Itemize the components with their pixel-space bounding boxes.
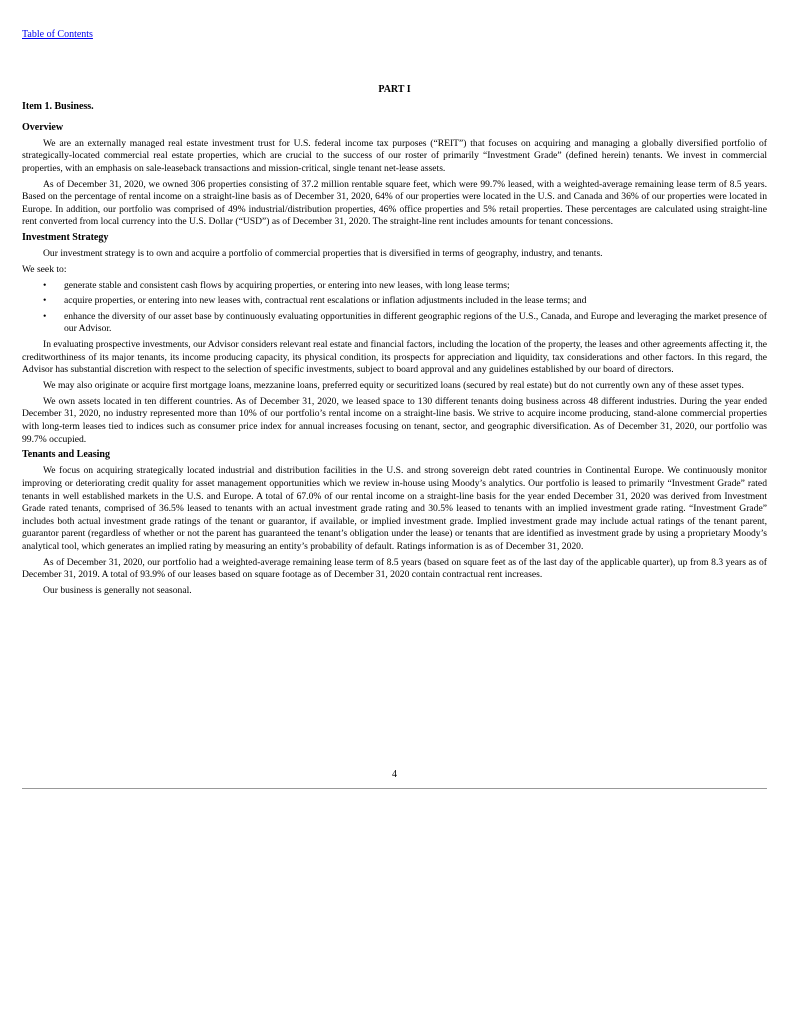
table-of-contents-link[interactable]: Table of Contents: [22, 29, 93, 40]
bullet-icon: •: [43, 310, 47, 322]
tenants-paragraph-3: Our business is generally not seasonal.: [43, 585, 192, 597]
part-title: PART I: [378, 84, 411, 95]
tenants-paragraph-2: As of December 31, 2020, our portfolio had a weighted-average remaining lease term of 8.5 years (based on square feet as of the last day of the applicable quarter), up from 8.3 years as of December 31, 2019. A total of 93.9% of our leases based on square footage as of December 31, 2020 contain contractual rent increases.: [22, 556, 767, 581]
list-item: [22, 311, 767, 336]
strategy-paragraph-4: We may also originate or acquire first mortgage loans, mezzanine loans, preferred equity or securitized loans (secured by real estate) but do not currently own any of these asset types.: [43, 380, 744, 391]
overview-paragraph-2: As of December 31, 2020, we owned 306 properties consisting of 37.2 million rentable square feet, which were 99.7% leased, with a weighted-average remaining lease term of 8.5 years. Based on the percentage of rental income on a straight-line basis as of December 31, 2020, 64% of our properties were located in the U.S. and Canada and 36% of our properties were located in Europe. In addition, our portfolio was comprised of 49% industrial/distribution properties, 46% office properties and 5% retail properties. These percentages are calculated using straight-line rent converted from local currency into the U.S. Dollar (“USD”) as of December 31, 2020. The straight-line rent includes amounts for tenant concessions.: [22, 178, 767, 228]
investment-strategy-heading: Investment Strategy: [22, 232, 109, 244]
tenants-leasing-heading: Tenants and Leasing: [22, 449, 110, 461]
list-item: [22, 280, 767, 293]
list-item-text: enhance the diversity of our asset base by continuously evaluating opportunities in different geographic regions of the U.S., Canada, and Europe and leveraging the market presence of our Advisor.: [64, 310, 767, 335]
document-body: [22, 101, 767, 601]
bullet-icon: •: [43, 279, 47, 291]
page-number: 4: [392, 769, 397, 780]
tenants-paragraph-1: We focus on acquiring strategically located industrial and distribution facilities in the U.S. and strong sovereign debt rated countries in Continental Europe. We continuously monitor improving or deteriorating credit quality for asset management opportunities which we review in-house using Moody’s analytics. Our portfolio is leased to primarily “Investment Grade” rated tenants in well established markets in the U.S. and Europe. A total of 67.0% of our rental income on a straight-line basis for the year ended December 31, 2020 was derived from Investment Grade rated tenants, comprised of 36.5% leased to tenants with an actual investment grade rating and 30.5% leased to tenants with an implied investment grade rating. “Investment Grade” includes both actual investment grade ratings of the tenant or guarantor, if available, or implied investment grade. Implied investment grade may include actual ratings of the tenant parent, guarantor parent (regardless of whether or not the parent has guaranteed the tenant’s obligation under the lease) or tenants that are identified as investment grade by using a proprietary Moody’s analytical tool, which generates an implied rating by measuring an entity’s probability of default. Ratings information is as of December 31, 2020.: [22, 465, 767, 552]
strategy-paragraph-5: We own assets located in ten different countries. As of December 31, 2020, we leased space to 130 different tenants doing business across 48 different industries. During the year ended December 31, 2020, no industry represented more than 10% of our portfolio’s rental income on a straight-line basis. We strive to acquire income producing, stand-alone commercial properties with long-term leases tied to indices such as consumer price index for annual increases focusing on tenant, sector, and geographic diversification. As of December 31, 2020, our portfolio was 99.7% occupied.: [22, 395, 767, 445]
list-item: [22, 295, 767, 308]
list-item-text: acquire properties, or entering into new leases with, contractual rent escalations or inflation adjustments included in the lease terms; and: [64, 295, 587, 307]
overview-heading: Overview: [22, 121, 64, 133]
bullet-icon: •: [43, 295, 47, 307]
strategy-seek-intro: We seek to:: [22, 264, 67, 276]
footer-divider: [22, 788, 767, 789]
strategy-bullet-list: [22, 280, 767, 336]
overview-paragraph-1: We are an externally managed real estate investment trust for U.S. federal income tax purposes (“REIT”) that focuses on acquiring and managing a globally diversified portfolio of strategically-located commercial real estate properties, which are crucial to the success of our roster of primarily “Investment Grade” (defined herein) tenants. We invest in commercial properties, with an emphasis on sale-leaseback transactions and mission-critical, single tenant net-lease assets.: [22, 137, 767, 174]
list-item-text: generate stable and consistent cash flows by acquiring properties, or entering into new leases, with long lease terms;: [64, 279, 510, 291]
item-title: Item 1. Business.: [22, 101, 94, 112]
strategy-paragraph-1: Our investment strategy is to own and acquire a portfolio of commercial properties that is diversified in terms of geography, industry, and tenants.: [43, 248, 603, 260]
strategy-paragraph-3: In evaluating prospective investments, our Advisor considers relevant real estate and financial factors, including the location of the property, the leases and other agreements affecting it, the creditworthiness of its major tenants, its income producing capacity, its physical condition, its prospects for appreciation and liquidity, tax considerations and other factors. In this regard, the Advisor has substantial discretion with respect to the selection of specific investments, subject to board approval and any guidelines established by our board of directors.: [22, 339, 767, 376]
